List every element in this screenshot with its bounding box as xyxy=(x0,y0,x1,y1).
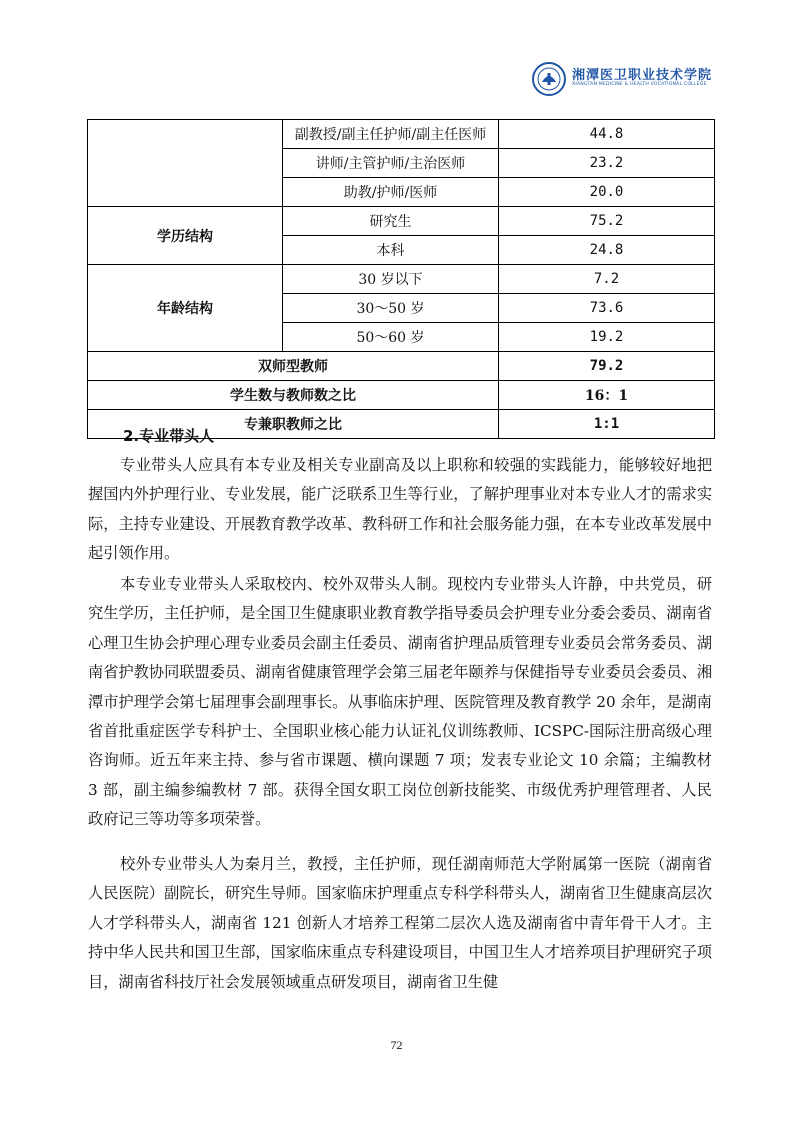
table-cell-sub: 50～60 岁 xyxy=(283,323,499,352)
table-row xyxy=(88,207,715,236)
table-row xyxy=(88,120,715,149)
paragraph: 专业带头人应具有本专业及相关专业副高及以上职称和较强的实践能力，能够较好地把握国内外护理行业、专业发展，能广泛联系卫生等行业，了解护理事业对本专业人才的需求实际，主持专业建设、开展教育教学改革、教科研工作和社会服务能力强，在本专业改革发展中起引领作用。 xyxy=(88,456,712,563)
table-cell-sub: 30～50 岁 xyxy=(283,294,499,323)
table-cell-empty xyxy=(88,120,283,207)
table-row xyxy=(88,352,715,381)
table-cell-label: 双师型教师 xyxy=(88,352,499,381)
table-cell-value: 7.2 xyxy=(499,265,715,294)
table-cell-value: 1:1 xyxy=(499,410,715,439)
table-cell-value: 24.8 xyxy=(499,236,715,265)
table-cell-value: 19.2 xyxy=(499,323,715,352)
table-cell-sub: 30 岁以下 xyxy=(283,265,499,294)
table-row xyxy=(88,381,715,410)
table-cell-label: 专兼职教师之比 xyxy=(88,410,499,439)
paragraph: 校外专业带头人为秦月兰，教授，主任护师，现任湖南师范大学附属第一医院（湖南省人民医院）副院长，研究生导师。国家临床护理重点专科学科带头人，湖南省卫生健康高层次人才学科带头人，湖南省 121 创新人才培养工程第二层次人选及湖南省中青年骨干人才。主持中华人民共和国卫生部，国家临床重点专科建设项目，中国卫生人才培养项目护理研究子项目，湖南省科技厅社会发展领域重点研发项目，湖南省卫生健 xyxy=(88,855,712,991)
table-cell-sub: 本科 xyxy=(283,236,499,265)
table-cell-sub: 助教/护师/医师 xyxy=(283,178,499,207)
section-heading: 2.专业带头人 xyxy=(123,427,215,445)
table-cell-value: 20.0 xyxy=(499,178,715,207)
faculty-structure-table xyxy=(87,119,715,439)
table-cell-label: 学生数与教师数之比 xyxy=(88,381,499,410)
table-cell-sub: 副教授/副主任护师/副主任医师 xyxy=(283,120,499,149)
page-number: 72 xyxy=(390,1038,403,1052)
table-cell-sub: 研究生 xyxy=(283,207,499,236)
table-cell-value: 16：1 xyxy=(499,381,715,410)
table-cell-value: 75.2 xyxy=(499,207,715,236)
table-cell-value: 79.2 xyxy=(499,352,715,381)
table-cell-sub: 讲师/主管护师/主治医师 xyxy=(283,149,499,178)
school-name-en: XIANGTAN MEDICINE & HEALTH VOCATIONAL COLLEGE xyxy=(572,82,707,87)
table-row xyxy=(88,265,715,294)
school-emblem-icon xyxy=(532,62,566,96)
table-cell-category: 年龄结构 xyxy=(88,265,283,352)
table-cell-value: 44.8 xyxy=(499,120,715,149)
school-logo xyxy=(532,60,712,100)
school-name-logo-text: 湘潭医卫职业技术学院 xyxy=(572,68,713,83)
paragraph: 本专业专业带头人采取校内、校外双带头人制。现校内专业带头人许静，中共党员，研究生学历，主任护师，是全国卫生健康职业教育教学指导委员会护理专业分委会委员、湖南省心理卫生协会护理心理专业委员会副主任委员、湖南省护理品质管理专业委员会常务委员、湖南省护教协同联盟委员、湖南省健康管理学会第三届老年颐养与保健指导专业委员会委员、湘潭市护理学会第七届理事会副理事长。从事临床护理、医院管理及教育教学 20 余年，是湖南省首批重症医学专科护士、全国职业核心能力认证礼仪训练教师、ICSPC-国际注册高级心理咨询师。近五年来主持、参与省市课题、横向课题 7 项；发表专业论文 10 余篇；主编教材 3 部，副主编参编教材 7 部。获得全国女职工岗位创新技能奖、市级优秀护理管理者、人民政府记三等功等多项荣誉。 xyxy=(88,575,712,829)
table-cell-value: 73.6 xyxy=(499,294,715,323)
table-cell-value: 23.2 xyxy=(499,149,715,178)
table-cell-category: 学历结构 xyxy=(88,207,283,265)
